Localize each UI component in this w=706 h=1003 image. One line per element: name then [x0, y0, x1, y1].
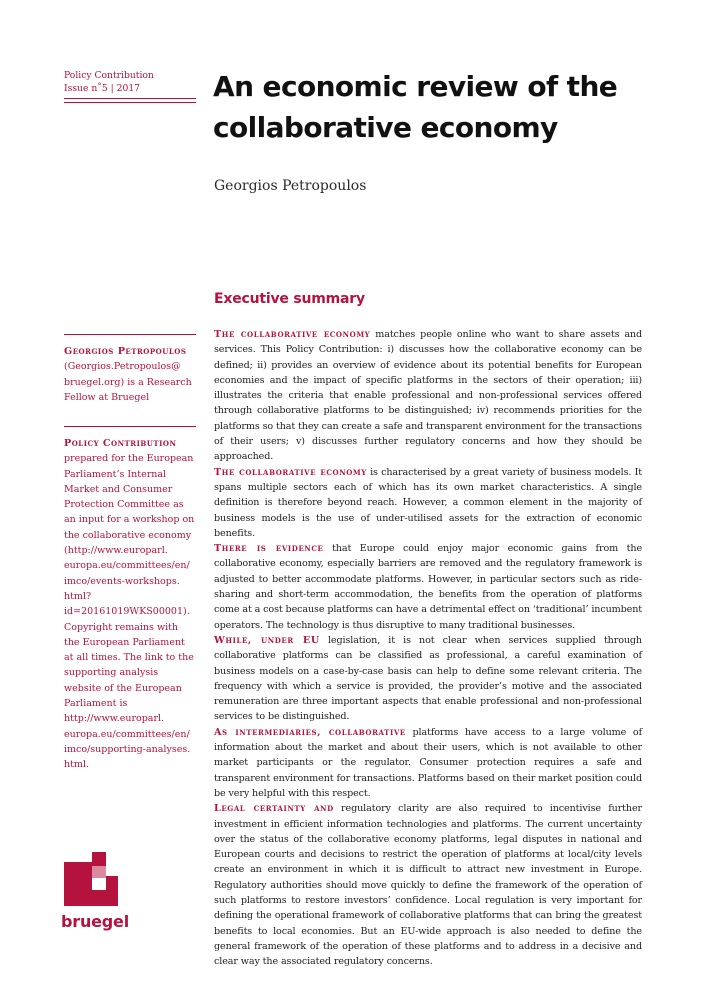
summary-paragraph — [214, 725, 642, 801]
contribution-note-text: prepared for the European Parliament’s Internal Market and Consumer Protection Committee as an input for a workshop on the collaborative economy (http://www.europarl. europa.eu/committees/en/ imco/events-workshops. html?id=20161019WKS00001). Copyright remains with the European Parliament at all times. The link to the supporting analysis website of the European Parliament is http://www.europarl. europa.eu/committees/en/ imco/supporting-analyses. html. — [64, 453, 195, 771]
summary-paragraph — [214, 541, 642, 633]
contribution-note — [64, 436, 196, 773]
summary-paragraph — [214, 633, 642, 725]
executive-summary-body — [214, 327, 642, 969]
author-note-lead: Georgios Petropoulos — [64, 346, 187, 357]
paragraph-text: regulatory clarity are also required to incentivise further investment in efficient information technologies and platforms. The current uncertainty over the status of the collaborative economy platforms, legal disputes in national and European courts and decisions to restrict the operation of platforms at local/city levels create an environment in which it is difficult to attract new investment in Europe. Regulatory authorities should move quickly to define the framework of the operation of such platforms to restore investors’ confidence. Local regulation is very important for defining the operational framework of collaborative platforms that can bring the greatest benefits to local economies. But an EU-wide approach is also needed to define the general framework of the operation of these platforms and to address in a decisive and clear way the associated regulatory concerns. — [214, 803, 642, 968]
summary-paragraph — [214, 327, 642, 465]
paragraph-text: matches people online who want to share assets and services. This Policy Contribution: i) discusses how the collaborative economy can be defined; ii) provides an overview of evidence about its potential benefits for European economies and the impact of specific platforms in the sectors of their operation; iii) illustrates the criteria that enable professional and non-professional services offered through collaborative platforms to be distinguished; iv) recommends priorities for the platforms so that they can create a safe and transparent environment for the transactions of their users; v) discusses further regulatory concerns and how they should be approached. — [214, 329, 643, 463]
paragraph-lead: The collaborative economy — [214, 329, 371, 340]
paragraph-lead: Legal certainty and — [214, 803, 334, 815]
series-name: Policy Contribution — [64, 70, 154, 81]
author-note-text: (Georgios.Petropoulos@ bruegel.org) is a Research Fellow at Bruegel — [64, 361, 192, 403]
paragraph-text: is characterised by a great variety of business models. It spans multiple sectors each of which has its own market characteristics. A single definition is therefore beyond reach. However, a common element in the majority of business models is the use of under-utilised assets for the extraction of economic benefits. — [214, 466, 643, 539]
contribution-note-lead: Policy Contribution — [64, 438, 177, 449]
summary-paragraph — [214, 465, 642, 541]
bruegel-wordmark: bruegel — [61, 912, 129, 931]
author-name: Georgios Petropoulos — [214, 178, 367, 194]
issue-number: Issue n˚5 | 2017 — [64, 82, 141, 94]
paragraph-text: that Europe could enjoy major economic gains from the collaborative economy, especially barriers are removed and the regulatory framework is adjusted to better accommodate platforms. However, in particular sectors such as ride-sharing and short-term accommodation, the benefits from the operation of platforms come at a cost because platforms can have a detrimental effect on ‘traditional’ incumbent operators. The technology is thus disruptive to many traditional businesses. — [214, 543, 643, 631]
author-note — [64, 344, 196, 405]
executive-summary-heading: Executive summary — [214, 291, 365, 307]
summary-paragraph — [214, 801, 642, 969]
author-note-rule — [64, 334, 196, 335]
paragraph-lead: The collaborative economy — [214, 466, 367, 478]
paragraph-lead: As intermediaries, collaborative — [214, 726, 406, 738]
header-rule-bottom — [64, 102, 196, 103]
contribution-note-rule — [64, 426, 196, 427]
header-rule-top — [64, 98, 196, 99]
paragraph-text: platforms have access to a large volume of information about the market and about their users, which is not available to other market participants or the regulator. Consumer protection requires a safe and transparent environment for transactions. Platforms based on their market position could be very helpful with this respect. — [214, 726, 642, 799]
series-label — [64, 70, 196, 95]
paragraph-text: legislation, it is not clear when services supplied through collaborative platforms can be classified as professional, a careful examination of business models on a case-by-case basis can help to define some relevant criteria. The frequency with which a service is provided, the provider’s motive and the associated remuneration are three important aspects that enable professional and non-professional services to be distinguished. — [214, 634, 642, 723]
document-title: An economic review of the collaborative economy — [213, 70, 618, 144]
paragraph-lead: While, under EU — [214, 634, 320, 646]
paragraph-lead: There is evidence — [214, 543, 324, 555]
